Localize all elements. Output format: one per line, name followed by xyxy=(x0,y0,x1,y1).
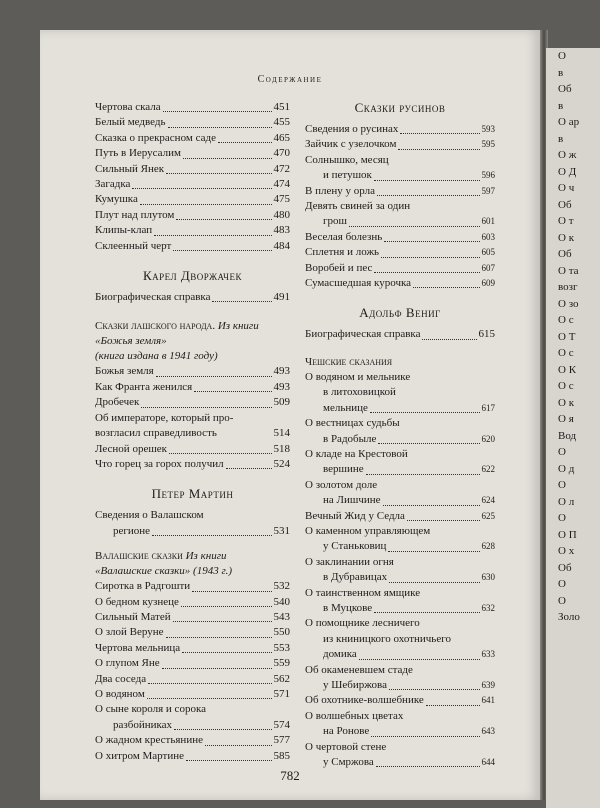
toc-entry: Клипы-клап 483 xyxy=(95,224,290,237)
toc-entry: Девять свиней за один грош 601 xyxy=(305,200,495,228)
facing-page xyxy=(546,48,600,808)
toc-entry: Что горец за горох получил 524 xyxy=(95,457,290,470)
facing-page-fragment: в xyxy=(558,132,564,145)
toc-entry: Биографическая справка 491 xyxy=(95,291,290,304)
section-heading: Чешские сказания xyxy=(305,355,393,368)
facing-page-fragment: О я xyxy=(558,413,574,425)
toc-entry: Сведения о русинах 593 xyxy=(305,123,495,135)
toc-entry: О заклинании огня в Дубравицах 630 xyxy=(305,555,495,584)
facing-page-fragment: Об xyxy=(558,248,572,260)
facing-page-fragment: Вод xyxy=(558,429,577,442)
running-head: Содержание xyxy=(257,74,323,85)
toc-left-column xyxy=(95,100,290,764)
facing-page-fragment: О xyxy=(558,50,566,62)
facing-page-fragment: О xyxy=(558,446,566,458)
toc-entry: Плут над плутом 480 xyxy=(95,208,290,221)
facing-page-fragment: Об xyxy=(558,198,572,211)
facing-page-fragment: Об xyxy=(558,83,572,95)
toc-entry: О волшебных цветах на Ронове 643 xyxy=(305,709,495,738)
section-heading: Сказки лашского народа. Из книги «Божья земля» (книга издана в 1941 году) xyxy=(95,320,259,363)
facing-page-fragment: О д xyxy=(558,462,575,475)
author-heading: Карел Дворжачек xyxy=(142,268,242,284)
facing-page-fragment: О xyxy=(558,578,566,590)
toc-entry: Об императоре, который про- возгласил справедливость 514 xyxy=(95,411,290,440)
toc-entry: О чертовой стене у Смржова 644 xyxy=(305,740,495,769)
facing-page-fragment: О та xyxy=(558,264,579,277)
toc-entry: Кумушка 475 xyxy=(95,193,290,206)
toc-entry: О помощнике лесничего из книницкого охотничьего домика 633 xyxy=(305,617,495,661)
toc-entry: Склеенный черт 484 xyxy=(95,239,290,252)
section-heading: Валашские сказки Из книги «Валашские сказки» (1943 г.) xyxy=(95,550,233,578)
toc-entry: Чертова скала 451 xyxy=(95,101,290,113)
toc-entry: Чертова мельница 553 xyxy=(95,641,290,654)
facing-page-fragment: О х xyxy=(558,545,575,557)
toc-entry: Сумасшедшая курочка 609 xyxy=(305,277,495,290)
toc-entry: Сильный Янек 472 xyxy=(95,162,290,175)
facing-page-fragment: О с xyxy=(558,380,574,392)
toc-entry: Об окаменевшем стаде у Шебиржова 639 xyxy=(305,663,495,691)
toc-entry: Вечный Жид у Седла 625 xyxy=(305,509,495,522)
author-heading: Адольф Вениг xyxy=(359,305,441,321)
toc-entry: Божья земля 493 xyxy=(95,365,290,378)
facing-page-fragment: О к xyxy=(558,396,575,409)
toc-entry: О водяном 571 xyxy=(95,687,290,700)
toc-entry: Лесной орешек 518 xyxy=(95,442,290,455)
toc-entry: Об охотнике-волшебнике 641 xyxy=(305,694,495,707)
toc-entry: О жадном крестьянине 577 xyxy=(95,734,290,747)
facing-page-fragment: О с xyxy=(558,314,574,326)
toc-entry: О каменном управляющем у Станьковиц 628 xyxy=(305,524,495,553)
toc-entry: О бедном кузнеце 540 xyxy=(95,595,290,608)
facing-page-fragment: О Т xyxy=(558,330,576,343)
facing-page-fragment: О К xyxy=(558,363,577,376)
toc-entry: Зайчик с узелочком 595 xyxy=(305,138,495,151)
toc-entry: Сплетня и ложь 605 xyxy=(305,246,495,259)
facing-page-fragment: О ж xyxy=(558,149,577,161)
facing-page-fragment: Золо xyxy=(558,611,580,623)
toc-entry: Сильный Матей 543 xyxy=(95,610,290,623)
facing-page-fragment: О зо xyxy=(558,297,579,310)
facing-page-fragment: Об xyxy=(558,561,572,574)
author-heading: Петер Мартин xyxy=(151,486,234,502)
toc-entry: Биографическая справка 615 xyxy=(305,328,495,341)
toc-entry: Воробей и пес 607 xyxy=(305,261,495,274)
toc-entry: Загадка 474 xyxy=(95,178,290,191)
facing-page-fragment: О xyxy=(558,512,566,524)
toc-entry: Путь в Иерусалим 470 xyxy=(95,147,290,160)
facing-page-fragment: О ч xyxy=(558,182,575,194)
facing-page-fragment: в xyxy=(558,99,564,112)
toc-right-column xyxy=(305,100,495,770)
facing-page-fragment: возг xyxy=(558,281,578,293)
toc-entry: Белый медведь 455 xyxy=(95,116,290,129)
toc-entry: О злой Веруне 550 xyxy=(95,626,290,639)
toc-entry: Сиротка в Радгошти 532 xyxy=(95,580,290,593)
facing-page-fragment: в xyxy=(558,66,564,79)
toc-entry: Сведения о Валашском регионе 531 xyxy=(95,509,290,537)
facing-page-fragment: О xyxy=(558,479,566,491)
facing-page-fragment: О к xyxy=(558,231,575,244)
facing-page-fragment: О л xyxy=(558,495,575,508)
page-number: 782 xyxy=(280,768,300,783)
facing-page-fragment: О с xyxy=(558,347,574,359)
facing-page-fragment: О П xyxy=(558,528,577,541)
toc-entry: Дробечек 509 xyxy=(95,396,290,409)
toc-entry: О кладе на Крестовой вершине 622 xyxy=(305,447,495,476)
section-heading: Сказки русинов xyxy=(354,100,446,115)
toc-entry: О сыне короля и сорока разбойниках 574 xyxy=(95,703,290,731)
toc-entry: Солнышко, месяц и петушок 596 xyxy=(305,153,495,182)
toc-entry: О хитром Мартине 585 xyxy=(95,749,290,762)
facing-page-fragment: О xyxy=(558,594,566,607)
toc-entry: Сказка о прекрасном саде 465 xyxy=(95,131,290,144)
toc-entry: О водяном и мельнике в литоховицкой мельнице 617 xyxy=(305,370,495,414)
facing-page-fragment: О Д xyxy=(558,165,577,178)
toc-entry: В плену у орла 597 xyxy=(305,184,495,197)
toc-entry: О таинственном ямщике в Муцкове 632 xyxy=(305,586,495,614)
toc-entry: О золотом доле на Лишчине 624 xyxy=(305,478,495,507)
toc-entry: О вестницах судьбы в Радобыле 620 xyxy=(305,417,495,445)
toc-entry: Как Франта женился 493 xyxy=(95,380,290,393)
toc-entry: Веселая болезнь 603 xyxy=(305,230,495,243)
toc-entry: О глупом Яне 559 xyxy=(95,657,290,670)
toc-entry: Два соседа 562 xyxy=(95,672,290,685)
facing-page-fragment: О ар xyxy=(558,116,580,128)
facing-page-fragment: О т xyxy=(558,215,574,227)
